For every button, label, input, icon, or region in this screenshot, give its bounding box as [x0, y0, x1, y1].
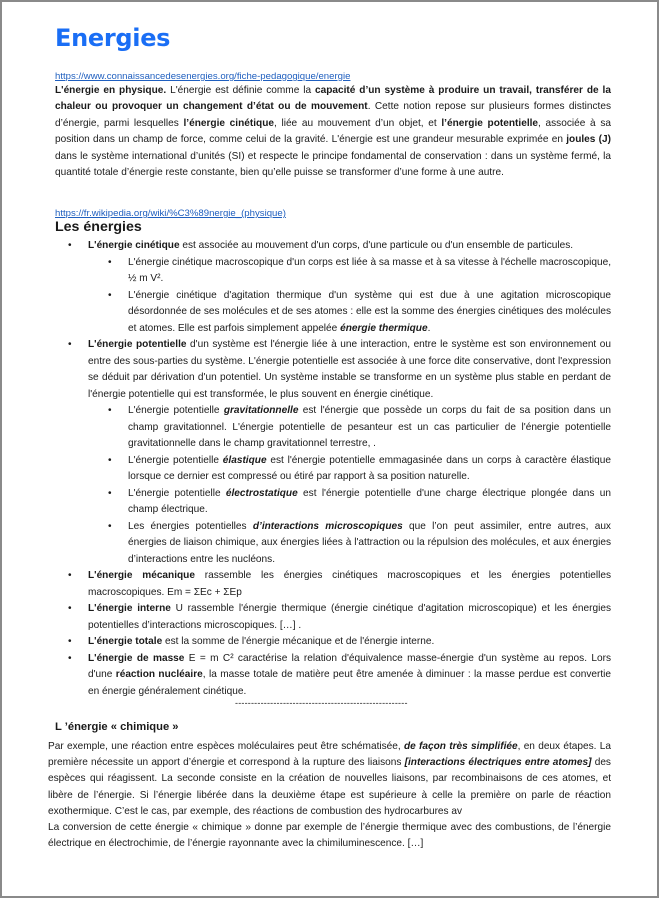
text: Par exemple, une réaction entre espèces moléculaires peut être schématisée, [48, 741, 404, 752]
text: L'énergie est définie comme la [166, 85, 315, 96]
section-separator: ------------------------------------------------------ [235, 698, 408, 708]
chimique-paragraph [48, 739, 611, 852]
item-term: L'énergie totale [88, 636, 163, 647]
item-term: L'énergie potentielle [88, 339, 187, 350]
sub-item-text: est l'énergie potentielle emmagasinée dans un corps à caractère élastique lorsque ce dernier est compressé ou étiré par rapport à sa position naturelle. [128, 454, 611, 482]
list-item-energie-mecanique [55, 568, 611, 601]
item-text: rassemble les énergies cinétiques macroscopiques et les énergies potentielles macroscopiques. Em = ΣEc + ΣEp [88, 570, 611, 598]
item-text: est la somme de l'énergie mécanique et de l'énergie interne. [162, 636, 435, 647]
item-term: L'énergie interne [88, 603, 171, 614]
bold-text: l’énergie potentielle [441, 117, 539, 129]
source-link-wikipedia[interactable]: https://fr.wikipedia.org/wiki/%C3%89nergie_(physique) [55, 208, 286, 219]
energies-list [55, 238, 611, 700]
item-text: est associée au mouvement d'un corps, d'une particule ou d'un ensemble de particules. [179, 240, 574, 251]
emphasis: électrostatique [225, 487, 298, 499]
text: des espèces qui réagissent. La seconde consiste en la création de nouvelles liaisons, par recombinaisons de ces atomes, et libère de l’énergie. Si l’énergie libérée dans la deuxième étape est supérieure à celle la première on parle de réaction exothermique. C’est le cas, par exemple, des réactions de combustion des hydrocarbures av [48, 757, 611, 817]
bold-text: capacité d’un système à produire un travail, transférer de la chaleur ou provoquer un changement d’état ou de mouvement [55, 85, 611, 113]
item-text: E = m C² caractérise la relation d'équivalence masse-énergie d'un système au repos. Lors d'une [88, 652, 611, 680]
sub-item-text: Les énergies potentielles [128, 520, 253, 532]
text: . Cette notion repose sur plusieurs formes distinctes d’énergie, parmi lesquelles [55, 101, 611, 129]
emphasis: énergie thermique [340, 322, 428, 334]
item-term: L'énergie cinétique [88, 240, 180, 251]
emphasis: de façon très simplifiée [403, 741, 518, 752]
sub-item [55, 519, 611, 569]
intro-lead: L'énergie en physique. [55, 85, 167, 96]
sub-item [55, 403, 611, 453]
list-item-energie-totale [55, 634, 611, 651]
sub-item-text: L'énergie potentielle [128, 454, 223, 466]
sub-item [55, 486, 611, 519]
section-heading-les-energies: Les énergies [55, 219, 142, 235]
page-title: Energies [55, 24, 171, 52]
text: La conversion de cette énergie « chimique » donne par exemple de l’énergie thermique avec des combustions, de l’énergie électrique en électrochimie, de l’énergie rayonnante avec la chimiluminescence. […] [48, 822, 611, 850]
emphasis: d’interactions microscopiques [252, 520, 403, 532]
list-item-energie-interne [55, 601, 611, 634]
text: , en deux étapes. La première nécessite un apport d’énergie et correspond à la rupture des liaisons [48, 741, 611, 769]
sub-item [55, 288, 611, 338]
source-link-connaissancedesenergies[interactable]: https://www.connaissancedesenergies.org/fiche-pedagogique/energie [55, 71, 351, 82]
emphasis: gravitationnelle [223, 405, 299, 416]
bold-text: l’énergie cinétique [183, 117, 274, 129]
list-item-energie-potentielle [55, 337, 611, 568]
sub-list [55, 255, 611, 338]
item-term: réaction nucléaire [115, 669, 203, 680]
sub-item-text: L'énergie cinétique macroscopique d'un corps est liée à sa masse et à sa vitesse à l'échelle macroscopique, ½ m V². [128, 256, 611, 284]
sub-item-text: que l’on peut assimiler, entre autres, aux énergies de liaison chimique, aux énergies liées à l'attraction ou la répulsion des molécules, et aux énergies d’interactions entre les nucléons. [128, 520, 611, 565]
sub-item-text: L'énergie cinétique d'agitation thermique d'un système qui est due à une agitation microscopique désordonnée de ses molécules et de ses atomes : elle est la somme des énergies cinétiques des molécules et atomes. Elle est parfois simplement appelée [128, 289, 611, 334]
sub-item-text: est l'énergie potentielle d'une charge électrique plongée dans un champ électrique. [128, 487, 611, 515]
text: , liée au mouvement d’un objet, et [273, 117, 442, 129]
emphasis: élastique [222, 454, 267, 466]
sub-item [55, 255, 611, 288]
intro-paragraph [55, 83, 611, 181]
item-term: L'énergie de masse [88, 652, 185, 664]
text: dans le système international d’unités (SI) et respecte le principe fondamental de conservation : dans un système fermé, la quantité totale d’énergie reste constante, bien qu’elle puisse se transformer d’une forme à une autre. [55, 150, 611, 179]
emphasis: [interactions électriques entre atomes] [404, 757, 592, 769]
sub-item [55, 453, 611, 486]
section-heading-energie-chimique: L ’énergie « chimique » [55, 721, 179, 733]
sub-item-text: est l'énergie que possède un corps du fait de sa position dans un champ gravitationnel. L'énergie potentielle de pesanteur est un cas particulier de l'énergie potentielle gravitationnelle dans le champ gravitationnel terrestre, . [128, 405, 611, 449]
sub-list [55, 403, 611, 568]
bold-text: joules (J) [566, 134, 612, 146]
item-text: U rassemble l'énergie thermique (énergie cinétique d'agitation microscopique) et les énergies potentielles d’interactions microscopiques. […] . [88, 603, 612, 631]
list-item-energie-cinetique [55, 238, 611, 337]
sub-item-text: L'énergie potentielle [128, 487, 226, 499]
text: , associée à sa position dans un champ de force, comme celui de la gravité. L'énergie est une grandeur mesurable exprimée en [55, 117, 611, 146]
item-text: d'un système est l'énergie liée à une interaction, entre le système est son environnement ou entre des sous-parties du système. L'énergie potentielle est associée à une force dite conservative, dont l'expression se déduit par dérivation d'un potentiel. Un système instable se transforme en un système plus stable en perdant de l'énergie potentielle qui est transformée, le plus souvent en énergie cinétique. [88, 339, 612, 400]
sub-item-text: L'énergie potentielle [128, 405, 224, 416]
item-text: , la masse totale de matière peut être amenée à diminuer : la masse perdue est convertie en énergie généralement cinétique. [88, 669, 612, 697]
list-item-energie-de-masse [55, 651, 611, 701]
sub-item-text: . [427, 322, 431, 334]
item-term: L'énergie mécanique [88, 570, 195, 581]
